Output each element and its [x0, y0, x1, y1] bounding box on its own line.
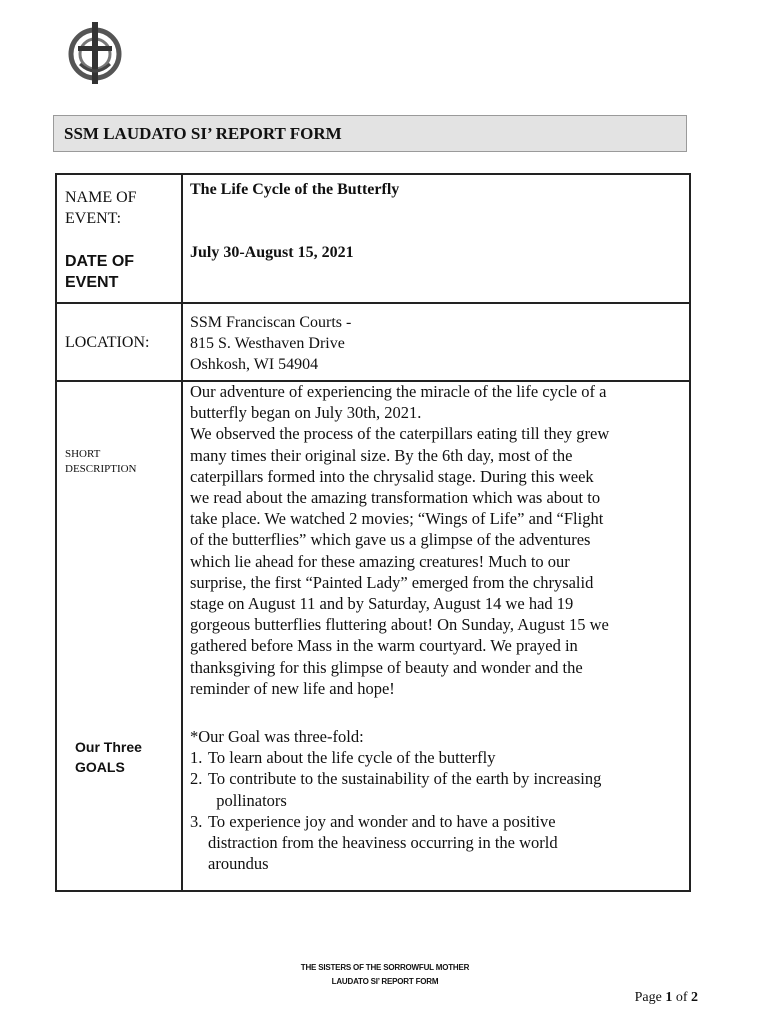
description-line: of the butterflies” which gave us a glimpse of the adventures: [190, 530, 591, 550]
row-divider: [57, 302, 689, 304]
goal-text: [208, 747, 683, 768]
goal-line: To experience joy and wonder and to have a positive: [208, 811, 556, 831]
event-name-value: The Life Cycle of the Butterfly: [190, 181, 400, 198]
goal-line: To contribute to the sustainability of the earth by increasing: [208, 769, 602, 789]
location-line: 815 S. Westhaven Drive: [190, 335, 345, 352]
goal-text: [208, 811, 683, 875]
goal-item: [190, 768, 683, 810]
description-line: We observed the process of the caterpillars eating till they grew: [190, 424, 610, 444]
goals-label: Our Three GOALS: [75, 739, 142, 775]
column-divider: [181, 175, 183, 890]
ssm-logo-icon: [66, 20, 124, 86]
description-line: we read about the amazing transformation which was about to: [190, 488, 601, 508]
location-value: [190, 312, 683, 375]
event-date-label: DATE OF EVENT: [65, 253, 135, 291]
goal-line: To learn about the life cycle of the butterfly: [208, 748, 496, 768]
page-current: 1: [665, 990, 673, 1005]
goal-number: 2.: [190, 769, 203, 789]
goal-number: 1.: [190, 748, 203, 768]
footer-form-name: LAUDATO SI’ REPORT FORM: [331, 977, 439, 986]
goal-line: pollinators: [208, 790, 287, 810]
location-label: LOCATION:: [65, 334, 150, 351]
page-of: of: [675, 990, 688, 1005]
description-line: which lie ahead for these amazing creatures! Much to our: [190, 551, 570, 571]
goal-item: [190, 747, 683, 768]
description-line: stage on August 11 and by Saturday, August 14 we had 19: [190, 594, 574, 614]
goal-line: distraction from the heaviness occurring in the world: [208, 833, 558, 853]
location-line: Oshkosh, WI 54904: [190, 356, 319, 373]
footer-organization: THE SISTERS OF THE SORROWFUL MOTHER: [300, 963, 470, 972]
description-line: Our adventure of experiencing the miracle of the life cycle of a: [190, 382, 607, 401]
description-line: butterfly began on July 30th, 2021.: [190, 403, 422, 423]
goals-intro: *Our Goal was three-fold:: [190, 727, 364, 746]
location-line: SSM Franciscan Courts -: [190, 314, 352, 331]
form-title: SSM LAUDATO SI’ REPORT FORM: [64, 123, 342, 143]
description-line: take place. We watched 2 movies; “Wings of Life” and “Flight: [190, 509, 604, 529]
description-line: many times their original size. By the 6th day, most of the: [190, 445, 573, 465]
description-line: thanksgiving for this glimpse of beauty and wonder and the: [190, 657, 583, 677]
description-line: gorgeous butterflies fluttering about! On Sunday, August 15 we: [190, 615, 609, 635]
goal-line: aroundus: [208, 854, 269, 874]
goals-list: [190, 726, 683, 874]
short-description-text: [190, 381, 683, 699]
goal-item: [190, 811, 683, 875]
report-table: [55, 173, 691, 892]
goal-text: [208, 768, 683, 810]
event-name-label: NAME OF EVENT:: [65, 189, 137, 227]
description-line: caterpillars formed into the chrysalid stage. During this week: [190, 466, 594, 486]
page-number: [635, 990, 698, 1006]
goal-number: 3.: [190, 811, 203, 831]
description-line: gathered before Mass in the warm courtyard. We prayed in: [190, 636, 578, 656]
description-line: surprise, the first “Painted Lady” emerged from the chrysalid: [190, 572, 594, 592]
short-description-label: SHORT DESCRIPTION: [65, 448, 137, 475]
description-line: reminder of new life and hope!: [190, 678, 395, 698]
form-title-bar: [53, 115, 687, 152]
page-total: 2: [691, 990, 698, 1005]
page-prefix: Page: [634, 990, 662, 1005]
event-date-value: July 30-August 15, 2021: [190, 244, 354, 261]
